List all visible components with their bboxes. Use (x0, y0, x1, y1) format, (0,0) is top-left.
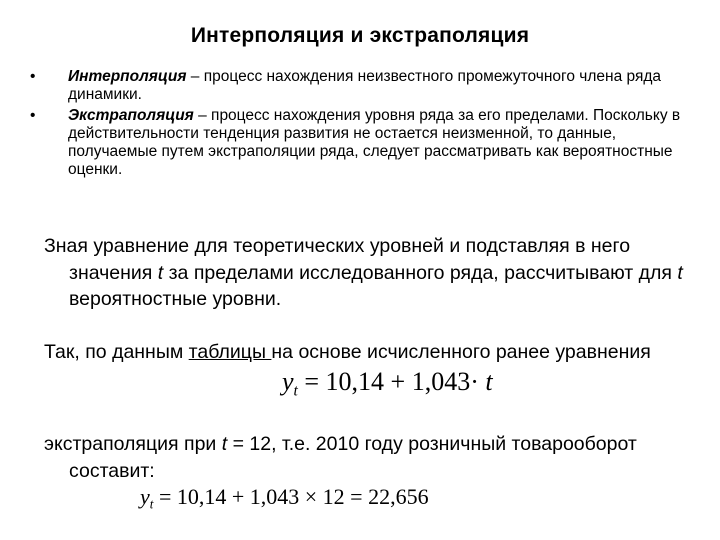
definition-interpolation: – процесс нахождения неизвестного промежуточного члена ряда динамики. (68, 68, 662, 104)
term-interpolation: Интерполяция (68, 68, 187, 85)
variable-t: t (677, 261, 683, 284)
text-run: вероятностные уровни. (69, 288, 282, 310)
text-run: за пределами исследованного ряда, рассчитывают для (163, 261, 678, 284)
formula-lhs: y (140, 484, 150, 509)
definition-list (22, 68, 692, 182)
bullet-marker: • (30, 106, 36, 124)
extrapolation-calculation (140, 484, 429, 513)
paragraph-theoretical-levels (44, 233, 699, 313)
variable-t: t (221, 433, 228, 455)
text-run: экстраполяция при (44, 433, 222, 455)
definition-extrapolation: – процесс нахождения уровня ряда за его пределами. Поскольку в действительности тенденция развития не остается неизменной, то данные, получаемые путем экстраполяции ряда, следует рассматривать как вероятностные оценки. (68, 106, 681, 179)
variable-t: t (157, 261, 164, 284)
text-run: на основе исчисленного ранее уравнения (271, 341, 651, 363)
formula-multiply-sign: · (470, 367, 479, 396)
bullet-marker: • (30, 68, 36, 85)
slide-title: Интерполяция и экстраполяция (190, 24, 530, 47)
trend-equation (282, 367, 493, 400)
bullet-extrapolation (22, 107, 692, 180)
text-run: Зная уравнение для теоретических уровней и подставляя в него значения (44, 235, 631, 284)
bullet-interpolation (22, 68, 692, 105)
formula-subscript: t (293, 382, 298, 400)
text-run: Так, по данным (44, 341, 189, 363)
paragraph-extrapolation-result (44, 431, 699, 484)
formula-coefficients: = 10,14 + 1,043 (297, 367, 471, 396)
term-extrapolation: Экстраполяция (68, 106, 194, 124)
formula-lhs: y (282, 367, 294, 396)
formula-computation: = 10,14 + 1,043 × 12 = 22,656 (153, 484, 429, 509)
formula-subscript: t (149, 496, 154, 512)
text-run: = 12, т.е. 2010 году розничный товарооборот составит: (69, 433, 637, 482)
paragraph-table-reference (44, 339, 699, 366)
formula-variable: t (478, 367, 493, 396)
table-link[interactable]: таблицы (188, 341, 272, 363)
